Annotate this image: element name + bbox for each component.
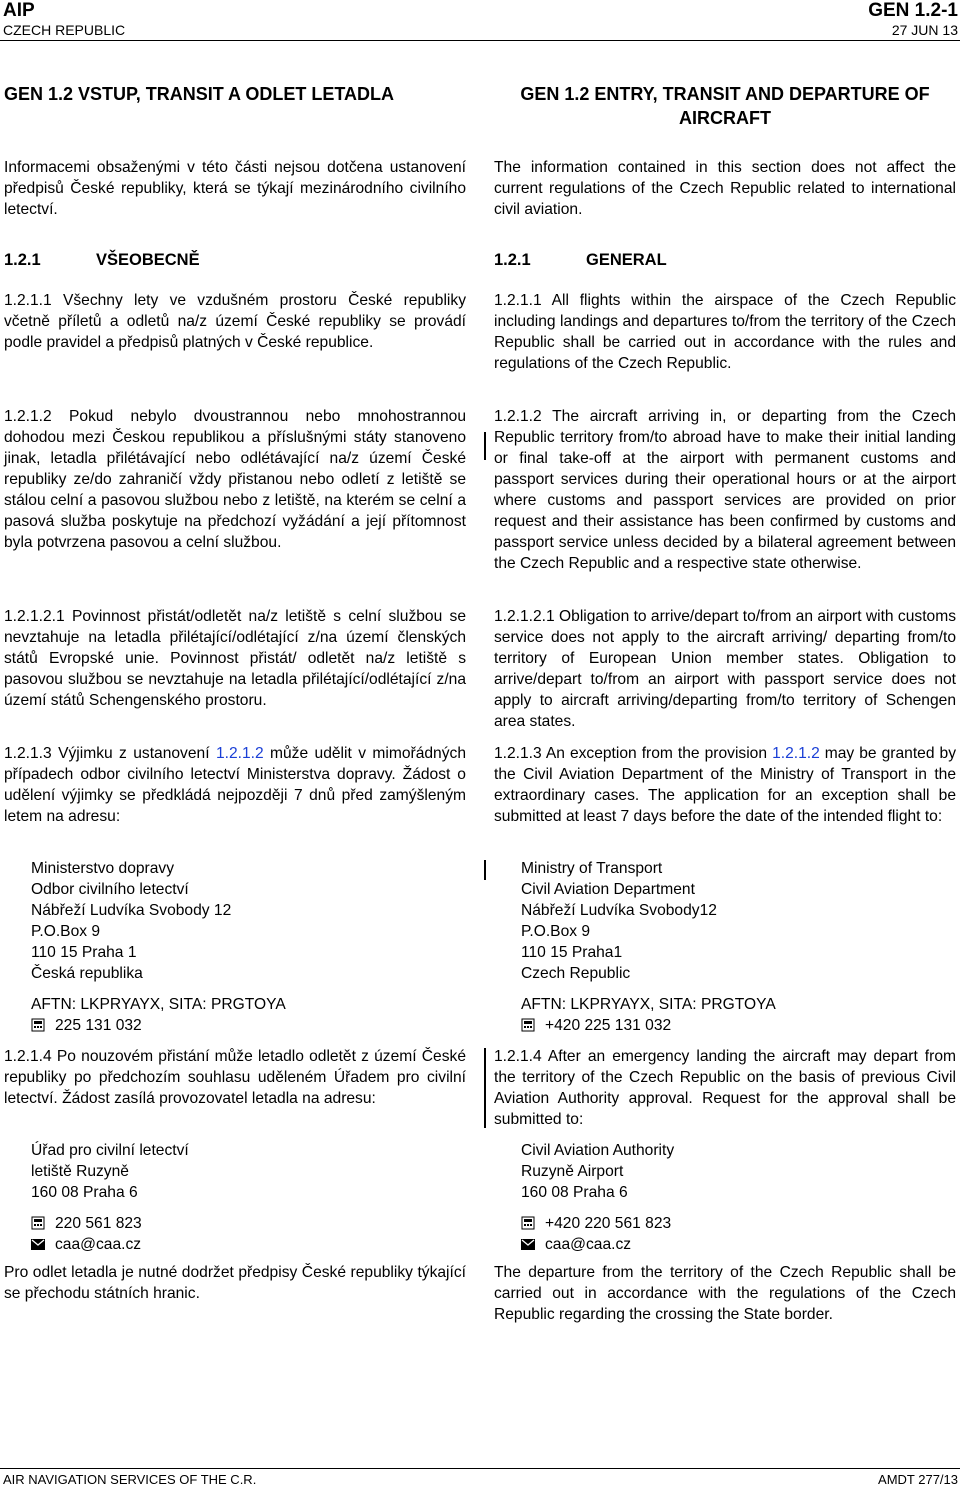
email-line-cz xyxy=(31,1234,461,1255)
subsection-title: VŠEOBECNĚ xyxy=(96,251,200,269)
address-line: 160 08 Praha 6 xyxy=(521,1184,628,1201)
paragraph-1-2-1-1-cz: 1.2.1.1 Všechny lety ve vzdušném prostoru České republiky včetně příletů a odletů na/z území České republiky se provádí podle pravidel a předpisů platných v České republice. xyxy=(4,292,466,351)
address-line: 110 15 Praha 1 xyxy=(31,944,137,961)
paragraph-text: 1.2.1.3 An exception from the provision xyxy=(494,745,773,762)
phone-line-caa-cz xyxy=(31,1213,461,1234)
paragraph-1-2-1-2-1-en: 1.2.1.2.1 Obligation to arrive/depart to/from an airport with customs service does not apply to the aircraft arriving/ departing from/to territory of European Union member states. Obligation to arrive/depart to/from an airport with passport service does not apply to aircraft arriving/departing from/to territory of Schengen area states. xyxy=(494,608,956,730)
provision-link[interactable]: 1.2.1.2 xyxy=(772,745,820,762)
phone-number: +420 225 131 032 xyxy=(545,1017,672,1034)
doc-header-aip: AIP xyxy=(3,0,35,21)
address-line: Úřad pro civilní letectví xyxy=(31,1142,189,1159)
subsection-heading-en xyxy=(494,250,956,271)
telephone-icon xyxy=(31,1216,45,1230)
address-line: P.O.Box 9 xyxy=(521,923,591,940)
phone-line-cz xyxy=(31,1015,461,1036)
aftn-line-en: AFTN: LKPRYAYX, SITA: PRGTOYA xyxy=(521,996,776,1013)
address-line: Nábřeží Ludvíka Svobody12 xyxy=(521,902,717,919)
telephone-icon xyxy=(31,1018,45,1032)
address-block-caa-en xyxy=(521,1140,951,1203)
closing-paragraph-cz: Pro odlet letadla je nutné dodržet předpisy České republiky týkající se přechodu státních hranic. xyxy=(4,1264,466,1302)
footer-amendment: AMDT 277/13 xyxy=(878,1472,958,1487)
footer-publisher: AIR NAVIGATION SERVICES OF THE C.R. xyxy=(3,1472,257,1487)
email-address[interactable]: caa@caa.cz xyxy=(55,1236,142,1253)
subsection-heading-cz xyxy=(4,250,466,271)
address-line: letiště Ruzyně xyxy=(31,1163,129,1180)
paragraph-text: 1.2.1.3 Výjimku z ustanovení xyxy=(4,745,216,762)
change-bar xyxy=(484,432,486,460)
phone-line-en xyxy=(521,1015,951,1036)
telephone-icon xyxy=(521,1018,535,1032)
doc-header-country: CZECH REPUBLIC xyxy=(3,22,126,38)
paragraph-1-2-1-2-1-cz: 1.2.1.2.1 Povinnost přistát/odletět na/z letiště s celní službou se nevztahuje na letadla přilétající/odlétající z/na území členských států Evropské unie. Povinnost přistát/ odletět na/z letiště s pasovou službou se nevztahuje na letadla přilétající/odlétající z/na území států Schengenského prostoru. xyxy=(4,608,466,709)
address-line: P.O.Box 9 xyxy=(31,923,101,940)
phone-line-caa-en xyxy=(521,1213,951,1234)
address-line: Civil Aviation Department xyxy=(521,881,695,898)
header-rule xyxy=(0,40,960,41)
paragraph-1-2-1-3-en xyxy=(494,743,956,827)
paragraph-1-2-1-4-en: 1.2.1.4 After an emergency landing the aircraft may depart from the territory of the Czech Republic on the basis of previous Civil Aviation Authority approval. Request for the approval shall be submitted to: xyxy=(494,1048,956,1128)
paragraph-1-2-1-1-en: 1.2.1.1 All flights within the airspace of the Czech Republic including landings and departures to/from the territory of the Czech Republic shall be carried out in accordance with the rules and regulations of the Czech Republic. xyxy=(494,292,956,372)
address-line: Civil Aviation Authority xyxy=(521,1142,675,1159)
section-title-en: GEN 1.2 ENTRY, TRANSIT AND DEPARTURE OF AIRCRAFT xyxy=(520,84,930,128)
subsection-title: GENERAL xyxy=(586,251,667,269)
address-line: Czech Republic xyxy=(521,965,631,982)
phone-number: +420 220 561 823 xyxy=(545,1215,672,1232)
intro-paragraph-en: The information contained in this section does not affect the current regulations of the Czech Republic related to international civil aviation. xyxy=(494,159,956,218)
change-bar xyxy=(484,1048,486,1128)
envelope-icon xyxy=(521,1237,535,1251)
paragraph-text: may be granted by the Civil Aviation Department of the Ministry of Transport in the extraordinary cases. The application for an exception shall be submitted at least 7 days before the date of the intended flight to: xyxy=(494,745,956,825)
paragraph-text: může udělit v mimořádných případech odbor civilního letectví Ministerstva dopravy. Žádost o udělení výjimky se předkládá nejpozději 7 dnů před zamýšleným letem na adresu: xyxy=(4,745,466,825)
phone-number: 220 561 823 xyxy=(55,1215,142,1232)
email-address[interactable]: caa@caa.cz xyxy=(545,1236,632,1253)
address-line: 160 08 Praha 6 xyxy=(31,1184,138,1201)
phone-number: 225 131 032 xyxy=(55,1017,142,1034)
subsection-number: 1.2.1 xyxy=(4,251,41,269)
envelope-icon xyxy=(31,1237,45,1251)
change-bar xyxy=(484,860,486,880)
doc-header-page-ref: GEN 1.2-1 xyxy=(868,0,958,21)
paragraph-1-2-1-2-cz: 1.2.1.2 Pokud nebylo dvoustrannou nebo mnohostrannou dohodou mezi Českou republikou a příslušnými státy stanoveno jinak, letadla přilétávající nebo odlétávající na/z území České republiky ze/do zahraničí vždy přistanou nebo odletí z letiště se stálou celní a pasovou službou nebo z letiště, na kterém se celní a pasová služba poskytuje na předchozí vyžádání a její přítomnost byla potvrzena pasovou a celní službou. xyxy=(4,408,466,551)
paragraph-1-2-1-4-cz: 1.2.1.4 Po nouzovém přistání může letadlo odletět z území České republiky po předchozím souhlasu uděleném Úřadem pro civilní letectví. Žádost zasílá provozovatel letadla na adresu: xyxy=(4,1048,466,1107)
subsection-number: 1.2.1 xyxy=(494,251,531,269)
address-line: Česká republika xyxy=(31,965,143,982)
address-line: Ministerstvo dopravy xyxy=(31,860,174,877)
address-line: 110 15 Praha1 xyxy=(521,944,623,961)
address-line: Nábřeží Ludvíka Svobody 12 xyxy=(31,902,232,919)
address-line: Odbor civilního letectví xyxy=(31,881,189,898)
intro-paragraph-cz: Informacemi obsaženými v této části nejsou dotčena ustanovení předpisů České republiky, která se týkají mezinárodního civilního letectví. xyxy=(4,159,466,218)
closing-paragraph-en: The departure from the territory of the Czech Republic shall be carried out in accordance with the regulations of the Czech Republic regarding the crossing the State border. xyxy=(494,1264,956,1323)
email-line-en xyxy=(521,1234,951,1255)
aftn-line-cz: AFTN: LKPRYAYX, SITA: PRGTOYA xyxy=(31,996,286,1013)
paragraph-1-2-1-2-en: 1.2.1.2 The aircraft arriving in, or departing from the Czech Republic territory from/to abroad have to make their initial landing or final take-off at the airport with permanent customs and passport services during their operational hours or at the airport where customs and passport services are provided on prior request and their assistance has been confirmed by customs and passport service unless decided by a bilateral agreement between the Czech Republic and a respective state otherwise. xyxy=(494,408,956,572)
address-block-caa-cz xyxy=(31,1140,461,1203)
section-title-cz: GEN 1.2 VSTUP, TRANSIT A ODLET LETADLA xyxy=(4,84,395,104)
provision-link[interactable]: 1.2.1.2 xyxy=(215,745,264,762)
address-line: Ministry of Transport xyxy=(521,860,663,877)
doc-header-date: 27 JUN 13 xyxy=(891,22,958,38)
address-block-ministry-cz xyxy=(31,858,461,984)
telephone-icon xyxy=(521,1216,535,1230)
footer-rule xyxy=(0,1468,960,1469)
paragraph-1-2-1-3-cz xyxy=(4,743,466,827)
address-line: Ruzyně Airport xyxy=(521,1163,624,1180)
address-block-ministry-en xyxy=(521,858,951,984)
